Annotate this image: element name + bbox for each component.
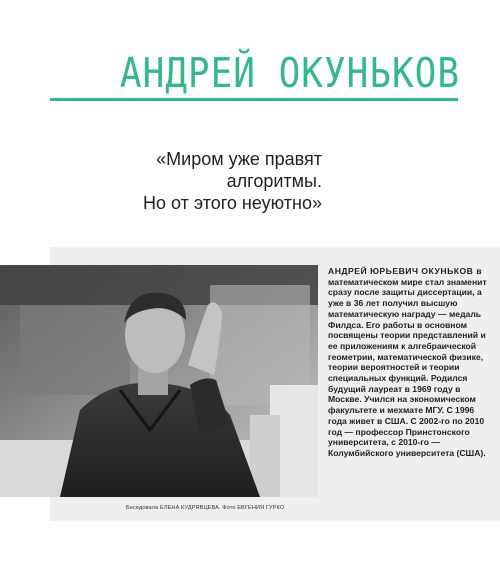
quote-line-2: алгоритмы. xyxy=(226,171,322,191)
page-title: АНДРЕЙ ОКУНЬКОВ xyxy=(119,50,460,98)
quote-line-1: «Миром уже правят xyxy=(156,149,322,169)
bio-name: АНДРЕЙ ЮРЬЕВИЧ ОКУНЬКОВ xyxy=(328,266,477,276)
pull-quote xyxy=(143,148,322,214)
portrait-photo xyxy=(0,265,318,497)
bio-text xyxy=(328,266,492,459)
title-underline xyxy=(50,98,458,101)
bio-body: в математическом мире стал знаменит сразу после защиты диссертации, а уже в 36 лет получил высшую математическую награду — медаль Филдса. Его работы в основном посвящены теории представлений и ее приложениям к алгебраической геометрии, математической физике, теории вероятностей и теории специальных функций. Родился будущий лауреат в 1969 году в Москве. Учился на экономическом факультете и мехмате МГУ. С 1996 года живет в США. С 2002-го по 2010 год — профессор Принстонского университета, с 2010-го — Колумбийского университета (США). xyxy=(328,266,487,458)
photo-credit: Беседовала ЕЛЕНА КУДРЯВЦЕВА. Фото ЕВГЕНИЯ ГУРКО xyxy=(126,505,285,511)
quote-line-3: Но от этого неуютно» xyxy=(143,193,322,213)
